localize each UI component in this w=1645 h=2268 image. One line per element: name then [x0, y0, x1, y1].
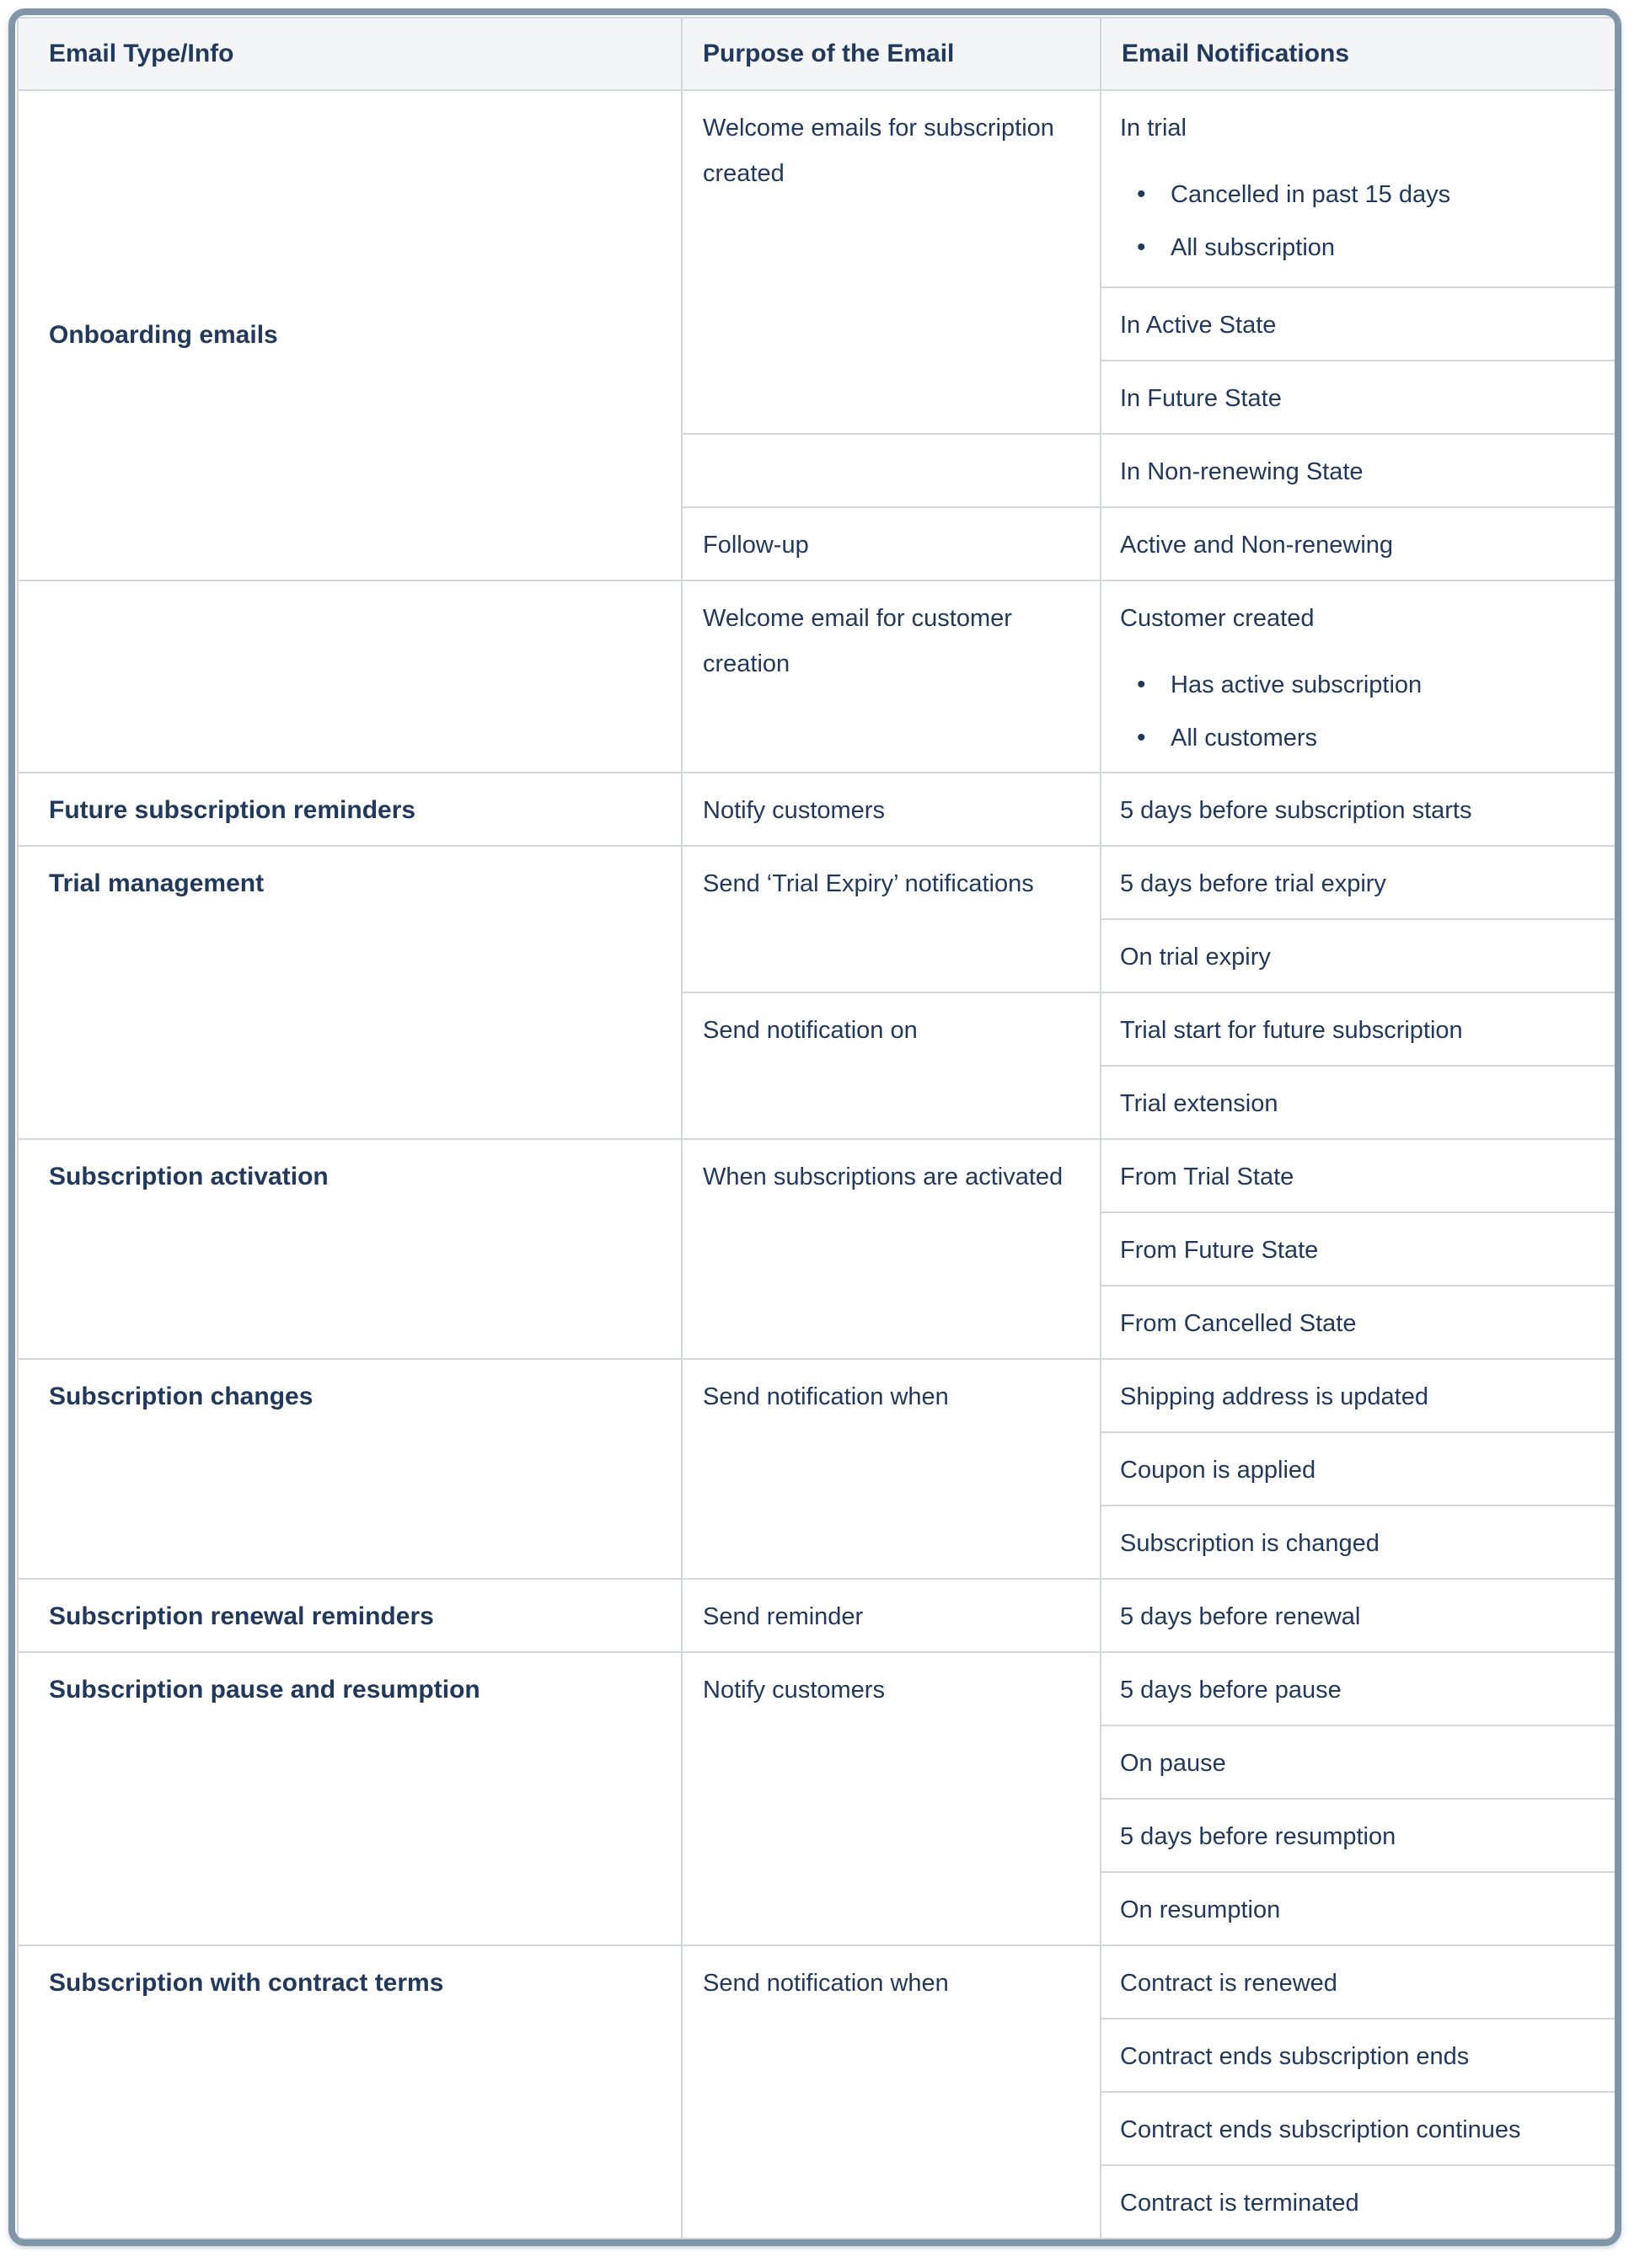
cell-email-type: Subscription with contract terms [18, 1945, 682, 2239]
cell-purpose: Follow-up [682, 507, 1101, 580]
cell-notification: Contract ends subscription ends [1101, 2019, 1621, 2092]
cell-purpose: Send notification when [682, 1945, 1101, 2239]
bullet-item: • Has active subscription [1137, 662, 1613, 708]
table-row [18, 1139, 1621, 1212]
cell-notification: Shipping address is updated [1101, 1359, 1621, 1432]
cell-email-type: Subscription pause and resumption [18, 1652, 682, 1945]
notification-title: Customer created [1120, 605, 1315, 632]
cell-purpose: Welcome email for customer creation [682, 580, 1101, 773]
cell-notification: On pause [1101, 1725, 1621, 1799]
table-row [18, 1359, 1621, 1432]
cell-notification: From Future State [1101, 1212, 1621, 1286]
column-header-email-type: Email Type/Info [18, 18, 682, 90]
cell-notification: On resumption [1101, 1872, 1621, 1945]
cell-email-type: Subscription activation [18, 1139, 682, 1359]
cell-notification: 5 days before pause [1101, 1652, 1621, 1725]
cell-notification: Trial start for future subscription [1101, 992, 1621, 1066]
notification-title: In trial [1120, 115, 1187, 142]
email-notifications-table [17, 17, 1621, 2239]
cell-notification: Trial extension [1101, 1066, 1621, 1139]
cell-notification: Active and Non-renewing [1101, 507, 1621, 580]
cell-notification: Contract ends subscription continues [1101, 2092, 1621, 2165]
table-row [18, 1652, 1621, 1725]
cell-notification: Coupon is applied [1101, 1432, 1621, 1506]
bullet-item: • All subscription [1137, 225, 1613, 270]
cell-email-type: Onboarding emails [18, 90, 682, 580]
column-header-notifications: Email Notifications [1101, 18, 1621, 90]
cell-notification [1101, 90, 1621, 287]
cell-notification: Contract is terminated [1101, 2165, 1621, 2239]
cell-email-type: Subscription renewal reminders [18, 1579, 682, 1652]
cell-notification [1101, 580, 1621, 773]
table-frame [8, 8, 1621, 2246]
bullet-item: • Cancelled in past 15 days [1137, 172, 1613, 217]
cell-notification: On trial expiry [1101, 919, 1621, 992]
cell-notification: 5 days before trial expiry [1101, 846, 1621, 919]
cell-notification: Subscription is changed [1101, 1506, 1621, 1579]
cell-purpose: Send reminder [682, 1579, 1101, 1652]
cell-notification: In Active State [1101, 287, 1621, 361]
column-header-purpose: Purpose of the Email [682, 18, 1101, 90]
header-row [18, 18, 1621, 90]
cell-notification: In Non-renewing State [1101, 434, 1621, 507]
table-row [18, 580, 1621, 773]
cell-notification: 5 days before resumption [1101, 1799, 1621, 1872]
cell-email-type [18, 580, 682, 773]
cell-purpose: Send notification when [682, 1359, 1101, 1579]
table-row [18, 1945, 1621, 2019]
table-row [18, 1579, 1621, 1652]
cell-notification: In Future State [1101, 361, 1621, 434]
cell-email-type: Future subscription reminders [18, 773, 682, 846]
cell-email-type: Trial management [18, 846, 682, 1139]
table-row [18, 846, 1621, 919]
cell-notification: From Trial State [1101, 1139, 1621, 1212]
cell-notification: 5 days before subscription starts [1101, 773, 1621, 846]
cell-purpose: Send ‘Trial Expiry’ notifications [682, 846, 1101, 992]
cell-purpose: Send notification on [682, 992, 1101, 1139]
table-row [18, 773, 1621, 846]
cell-purpose: Welcome emails for subscription created [682, 90, 1101, 434]
table-row [18, 90, 1621, 287]
cell-purpose: When subscriptions are activated [682, 1139, 1101, 1359]
cell-purpose: Notify customers [682, 1652, 1101, 1945]
notification-bullet-list [1137, 662, 1613, 761]
notification-bullet-list [1137, 172, 1613, 270]
cell-notification: 5 days before renewal [1101, 1579, 1621, 1652]
cell-notification: From Cancelled State [1101, 1286, 1621, 1359]
cell-email-type: Subscription changes [18, 1359, 682, 1579]
cell-purpose: Notify customers [682, 773, 1101, 846]
cell-notification: Contract is renewed [1101, 1945, 1621, 2019]
bullet-item: • All customers [1137, 715, 1613, 761]
cell-purpose [682, 434, 1101, 507]
